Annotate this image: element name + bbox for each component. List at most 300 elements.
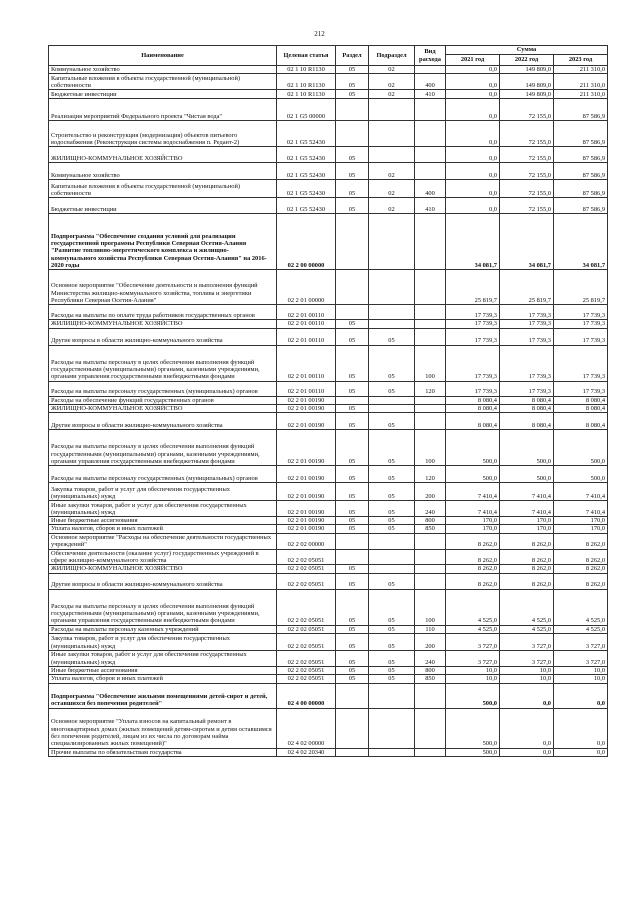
table-row [49, 305, 608, 320]
cell-subsection [369, 99, 415, 121]
cell-section: 05 [336, 466, 369, 483]
cell-subsection [369, 708, 415, 748]
table-row [49, 573, 608, 589]
cell-section: 05 [336, 625, 369, 633]
cell-target-code: 02 1 G5 52430 [277, 147, 336, 163]
cell-sum-2023: 8 262,0 [554, 573, 608, 589]
cell-sum-2021: 4 525,0 [446, 589, 500, 625]
cell-name: Расходы на выплаты персоналу государственных (муниципальных) органов [49, 466, 277, 483]
cell-section: 05 [336, 589, 369, 625]
cell-target-code: 02 2 01 00190 [277, 525, 336, 533]
cell-name: Иные бюджетные ассигнования [49, 666, 277, 674]
cell-section: 05 [336, 517, 369, 525]
cell-target-code: 02 2 01 00110 [277, 345, 336, 381]
cell-sum-2022: 34 081,7 [500, 214, 554, 270]
cell-sum-2022: 17 739,3 [500, 328, 554, 345]
cell-subsection: 05 [369, 501, 415, 517]
cell-target-code: 02 2 01 00190 [277, 483, 336, 501]
cell-sum-2022: 7 410,4 [500, 483, 554, 501]
cell-sum-2022: 25 819,7 [500, 270, 554, 305]
cell-name: ЖИЛИЩНО-КОММУНАЛЬНОЕ ХОЗЯЙСТВО [49, 320, 277, 328]
table-row [49, 396, 608, 404]
cell-subsection: 05 [369, 525, 415, 533]
cell-sum-2023: 17 739,3 [554, 381, 608, 396]
cell-sum-2021: 3 727,0 [446, 633, 500, 650]
cell-section [336, 270, 369, 305]
cell-sum-2023: 87 586,9 [554, 121, 608, 147]
cell-sum-2022: 4 525,0 [500, 589, 554, 625]
cell-target-code: 02 2 01 00190 [277, 517, 336, 525]
cell-sum-2023: 17 739,3 [554, 345, 608, 381]
table-row [49, 483, 608, 501]
table-row [49, 517, 608, 525]
header-sum: Сумма [446, 46, 608, 55]
cell-sum-2021: 500,0 [446, 748, 500, 756]
cell-sum-2022: 8 080,4 [500, 404, 554, 412]
cell-name: Расходы на выплаты персоналу в целях обеспечения выполнения функций государственными (муниципальными) органами, казенными учреждениями, органами управления государственными внебюджетными фондами [49, 345, 277, 381]
table-row [49, 748, 608, 756]
cell-sum-2021: 8 080,4 [446, 413, 500, 430]
cell-sum-2021: 8 080,4 [446, 404, 500, 412]
table-row [49, 565, 608, 573]
cell-name: Коммунальное хозяйство [49, 66, 277, 74]
cell-sum-2021: 8 262,0 [446, 549, 500, 565]
header-target: Целевая статья [277, 46, 336, 66]
cell-sum-2023: 87 586,9 [554, 180, 608, 198]
cell-sum-2023: 500,0 [554, 430, 608, 466]
table-row [49, 214, 608, 270]
cell-section: 05 [336, 483, 369, 501]
cell-sum-2021: 170,0 [446, 517, 500, 525]
cell-sum-2022: 72 155,0 [500, 121, 554, 147]
cell-sum-2022: 170,0 [500, 517, 554, 525]
cell-name: Закупка товаров, работ и услуг для обеспечения государственных (муниципальных) нужд [49, 483, 277, 501]
cell-subsection [369, 320, 415, 328]
cell-name: Бюджетные инвестиции [49, 90, 277, 99]
cell-sum-2021: 500,0 [446, 708, 500, 748]
cell-sum-2021: 3 727,0 [446, 650, 500, 666]
cell-name: Обеспечение деятельности (оказание услуг) государственных учреждений в сфере жилищно-коммунального хозяйства [49, 549, 277, 565]
cell-sum-2021: 34 081,7 [446, 214, 500, 270]
cell-name: ЖИЛИЩНО-КОММУНАЛЬНОЕ ХОЗЯЙСТВО [49, 147, 277, 163]
cell-name: Иные закупки товаров, работ и услуг для обеспечения государственных (муниципальных) нужд [49, 501, 277, 517]
cell-sum-2021: 0,0 [446, 147, 500, 163]
cell-subsection [369, 396, 415, 404]
table-row [49, 589, 608, 625]
cell-sum-2022: 8 080,4 [500, 413, 554, 430]
cell-section: 05 [336, 66, 369, 74]
cell-sum-2022: 10,0 [500, 666, 554, 674]
cell-sum-2022: 8 262,0 [500, 565, 554, 573]
cell-target-code: 02 2 01 00110 [277, 381, 336, 396]
cell-target-code: 02 4 00 00000 [277, 683, 336, 708]
cell-subsection: 02 [369, 198, 415, 214]
cell-sum-2022: 72 155,0 [500, 99, 554, 121]
cell-sum-2023: 17 739,3 [554, 305, 608, 320]
cell-sum-2023: 7 410,4 [554, 501, 608, 517]
cell-expense-type: 800 [415, 517, 446, 525]
header-subsection: Подраздел [369, 46, 415, 66]
cell-expense-type [415, 748, 446, 756]
cell-sum-2023: 8 080,4 [554, 404, 608, 412]
cell-section [336, 683, 369, 708]
cell-subsection [369, 683, 415, 708]
cell-sum-2021: 17 739,3 [446, 305, 500, 320]
table-row [49, 163, 608, 180]
cell-subsection: 05 [369, 675, 415, 683]
table-row [49, 625, 608, 633]
cell-subsection [369, 549, 415, 565]
cell-name: Строительство и реконструкция (модернизация) объектов питьевого водоснабжения (Реконструкция системы водоснабжения п. Редант-2) [49, 121, 277, 147]
cell-name: Иные закупки товаров, работ и услуг для обеспечения государственных (муниципальных) нужд [49, 650, 277, 666]
cell-section: 05 [336, 633, 369, 650]
table-row [49, 198, 608, 214]
cell-subsection: 05 [369, 381, 415, 396]
cell-sum-2023: 8 262,0 [554, 533, 608, 549]
cell-section: 05 [336, 573, 369, 589]
cell-sum-2021: 10,0 [446, 666, 500, 674]
cell-sum-2021: 0,0 [446, 74, 500, 90]
cell-name: Бюджетные инвестиции [49, 198, 277, 214]
cell-name: Другие вопросы в области жилищно-коммунального хозяйства [49, 328, 277, 345]
cell-subsection: 05 [369, 466, 415, 483]
cell-name: Подпрограмма "Обеспечение жильими помещениями детей-сирот и детей, оставшихся без попечения родителей" [49, 683, 277, 708]
cell-expense-type [415, 404, 446, 412]
cell-sum-2022: 72 155,0 [500, 180, 554, 198]
cell-sum-2023: 0,0 [554, 683, 608, 708]
cell-sum-2023: 500,0 [554, 466, 608, 483]
cell-section [336, 99, 369, 121]
cell-expense-type [415, 413, 446, 430]
cell-subsection: 05 [369, 328, 415, 345]
cell-expense-type: 400 [415, 180, 446, 198]
cell-sum-2023: 170,0 [554, 525, 608, 533]
budget-table [48, 45, 608, 757]
cell-section [336, 396, 369, 404]
cell-name: Реализация мероприятий Федерального проекта "Чистая вода" [49, 99, 277, 121]
table-row [49, 270, 608, 305]
table-row [49, 147, 608, 163]
cell-sum-2021: 0,0 [446, 90, 500, 99]
cell-target-code: 02 2 02 05051 [277, 549, 336, 565]
cell-sum-2021: 7 410,4 [446, 483, 500, 501]
cell-section: 05 [336, 675, 369, 683]
cell-sum-2022: 500,0 [500, 466, 554, 483]
cell-expense-type: 850 [415, 525, 446, 533]
cell-target-code: 02 1 G5 00000 [277, 99, 336, 121]
cell-section [336, 533, 369, 549]
table-row [49, 675, 608, 683]
cell-expense-type: 240 [415, 650, 446, 666]
cell-expense-type [415, 99, 446, 121]
cell-expense-type: 110 [415, 625, 446, 633]
cell-name: Расходы на выплаты по оплате труда работников государственных органов [49, 305, 277, 320]
cell-target-code: 02 2 01 00000 [277, 270, 336, 305]
cell-sum-2021: 8 080,4 [446, 396, 500, 404]
cell-subsection: 05 [369, 413, 415, 430]
cell-target-code: 02 4 02 00000 [277, 708, 336, 748]
cell-sum-2023: 211 310,0 [554, 90, 608, 99]
cell-target-code: 02 2 02 05051 [277, 565, 336, 573]
cell-target-code: 02 2 01 00190 [277, 396, 336, 404]
cell-expense-type [415, 305, 446, 320]
table-row [49, 549, 608, 565]
table-row [49, 633, 608, 650]
table-row [49, 525, 608, 533]
table-row [49, 66, 608, 74]
cell-sum-2023: 8 262,0 [554, 549, 608, 565]
cell-name: Основное мероприятие "Обеспечение деятельности и выполнения функций Министерства жилищно-коммунального хозяйства, топлива и энергетики Республики Северная Осетия-Алания" [49, 270, 277, 305]
cell-target-code: 02 1 10 R1130 [277, 90, 336, 99]
cell-sum-2023: 17 739,3 [554, 328, 608, 345]
cell-target-code: 02 2 01 00190 [277, 430, 336, 466]
cell-subsection [369, 121, 415, 147]
cell-sum-2023: 87 586,9 [554, 163, 608, 180]
cell-expense-type: 200 [415, 483, 446, 501]
cell-section: 05 [336, 404, 369, 412]
cell-sum-2022: 7 410,4 [500, 501, 554, 517]
cell-sum-2021: 17 739,3 [446, 345, 500, 381]
cell-section [336, 121, 369, 147]
cell-expense-type: 800 [415, 666, 446, 674]
cell-target-code: 02 2 02 05051 [277, 650, 336, 666]
cell-section: 05 [336, 320, 369, 328]
cell-expense-type [415, 396, 446, 404]
cell-target-code: 02 2 00 00000 [277, 214, 336, 270]
cell-section: 05 [336, 381, 369, 396]
table-row [49, 328, 608, 345]
table-row [49, 533, 608, 549]
cell-section: 05 [336, 501, 369, 517]
cell-subsection [369, 305, 415, 320]
cell-sum-2023: 0,0 [554, 708, 608, 748]
cell-expense-type [415, 320, 446, 328]
cell-section: 05 [336, 525, 369, 533]
header-year-2022: 2022 год [500, 55, 554, 66]
cell-sum-2021: 500,0 [446, 430, 500, 466]
cell-sum-2022: 17 739,3 [500, 320, 554, 328]
cell-sum-2023: 87 586,9 [554, 99, 608, 121]
cell-subsection [369, 748, 415, 756]
cell-subsection: 05 [369, 589, 415, 625]
cell-target-code: 02 2 02 05051 [277, 573, 336, 589]
table-row [49, 90, 608, 99]
table-row [49, 74, 608, 90]
table-row [49, 501, 608, 517]
table-row [49, 708, 608, 748]
cell-sum-2021: 170,0 [446, 525, 500, 533]
cell-name: Другие вопросы в области жилищно-коммунального хозяйства [49, 573, 277, 589]
cell-subsection [369, 214, 415, 270]
cell-sum-2021: 0,0 [446, 198, 500, 214]
cell-name: Расходы на выплаты персоналу государственных (муниципальных) органов [49, 381, 277, 396]
cell-sum-2022: 149 809,0 [500, 74, 554, 90]
cell-section [336, 305, 369, 320]
cell-expense-type: 200 [415, 633, 446, 650]
cell-sum-2021: 500,0 [446, 683, 500, 708]
cell-target-code: 02 2 01 00190 [277, 466, 336, 483]
cell-expense-type [415, 565, 446, 573]
cell-sum-2022: 0,0 [500, 748, 554, 756]
cell-sum-2023: 170,0 [554, 517, 608, 525]
cell-section: 05 [336, 328, 369, 345]
cell-sum-2021: 17 739,3 [446, 328, 500, 345]
cell-subsection: 02 [369, 74, 415, 90]
cell-target-code: 02 2 02 05051 [277, 589, 336, 625]
cell-sum-2023: 8 080,4 [554, 396, 608, 404]
cell-sum-2021: 0,0 [446, 121, 500, 147]
cell-sum-2022: 149 809,0 [500, 66, 554, 74]
cell-sum-2023: 7 410,4 [554, 483, 608, 501]
cell-section: 05 [336, 666, 369, 674]
cell-section: 05 [336, 565, 369, 573]
table-row [49, 381, 608, 396]
cell-name: Закупка товаров, работ и услуг для обеспечения государственных (муниципальных) нужд [49, 633, 277, 650]
cell-name: ЖИЛИЩНО-КОММУНАЛЬНОЕ ХОЗЯЙСТВО [49, 565, 277, 573]
cell-sum-2021: 17 739,3 [446, 381, 500, 396]
cell-expense-type: 850 [415, 675, 446, 683]
cell-expense-type [415, 121, 446, 147]
cell-subsection: 05 [369, 666, 415, 674]
cell-name: Подпрограмма "Обеспечение создания условий для реализации государственной программы Республики Северная Осетия-Алания "Развитие топливно-энергетического комплекса и жилищно-коммунального хозяйства Республики Северная Осетия-Алания" на 2016-2020 годы [49, 214, 277, 270]
cell-sum-2023: 10,0 [554, 666, 608, 674]
cell-sum-2022: 500,0 [500, 430, 554, 466]
cell-sum-2021: 8 262,0 [446, 573, 500, 589]
cell-target-code: 02 2 01 00110 [277, 328, 336, 345]
cell-expense-type [415, 214, 446, 270]
header-year-2023: 2023 год [554, 55, 608, 66]
cell-subsection: 05 [369, 573, 415, 589]
cell-subsection: 05 [369, 633, 415, 650]
cell-subsection: 05 [369, 430, 415, 466]
cell-name: ЖИЛИЩНО-КОММУНАЛЬНОЕ ХОЗЯЙСТВО [49, 404, 277, 412]
cell-target-code: 02 1 G5 52430 [277, 198, 336, 214]
cell-sum-2023: 87 586,9 [554, 147, 608, 163]
cell-target-code: 02 2 02 05051 [277, 633, 336, 650]
cell-name: Иные бюджетные ассигнования [49, 517, 277, 525]
cell-subsection [369, 565, 415, 573]
cell-sum-2023: 8 080,4 [554, 413, 608, 430]
cell-target-code: 02 1 G5 52430 [277, 121, 336, 147]
cell-name: Расходы на обеспечение функций государственных органов [49, 396, 277, 404]
cell-name: Капитальные вложения в объекты государственной (муниципальной) собственности [49, 74, 277, 90]
header-name: Наименование [49, 46, 277, 66]
cell-sum-2022: 17 739,3 [500, 381, 554, 396]
cell-section [336, 214, 369, 270]
table-row [49, 345, 608, 381]
cell-sum-2022: 8 262,0 [500, 549, 554, 565]
cell-subsection: 05 [369, 483, 415, 501]
cell-expense-type: 100 [415, 589, 446, 625]
cell-name: Основное мероприятие "Уплата взносов на капитальный ремонт в многоквартирных домах (жилых помещений детям-сиротам и детям оставшимся без попечения родителей, лицам из их числа по договорам найма специализированных жилых помещений)" [49, 708, 277, 748]
cell-section [336, 748, 369, 756]
cell-expense-type: 100 [415, 345, 446, 381]
cell-section [336, 549, 369, 565]
cell-target-code: 02 2 02 05051 [277, 675, 336, 683]
page-number: 212 [314, 30, 325, 38]
cell-expense-type: 410 [415, 90, 446, 99]
cell-target-code: 02 2 01 00190 [277, 404, 336, 412]
cell-target-code: 02 2 02 00000 [277, 533, 336, 549]
cell-name: Прочие выплаты по обязательствам государства [49, 748, 277, 756]
cell-target-code: 02 4 02 20340 [277, 748, 336, 756]
cell-target-code: 02 2 01 00110 [277, 305, 336, 320]
cell-sum-2023: 3 727,0 [554, 650, 608, 666]
cell-sum-2021: 17 739,3 [446, 320, 500, 328]
cell-target-code: 02 2 02 05051 [277, 666, 336, 674]
cell-subsection: 02 [369, 66, 415, 74]
cell-expense-type [415, 533, 446, 549]
cell-sum-2021: 8 262,0 [446, 533, 500, 549]
cell-expense-type [415, 708, 446, 748]
cell-sum-2021: 25 819,7 [446, 270, 500, 305]
cell-section: 05 [336, 430, 369, 466]
table-row [49, 180, 608, 198]
cell-subsection: 05 [369, 650, 415, 666]
cell-name: Расходы на выплаты персоналу в целях обеспечения выполнения функций государственными (муниципальными) органами, казенными учреждениями, органами управления государственными внебюджетными фондами [49, 589, 277, 625]
cell-sum-2021: 0,0 [446, 99, 500, 121]
cell-subsection: 02 [369, 163, 415, 180]
cell-section: 05 [336, 74, 369, 90]
cell-sum-2022: 0,0 [500, 708, 554, 748]
cell-sum-2022: 72 155,0 [500, 147, 554, 163]
cell-sum-2021: 500,0 [446, 466, 500, 483]
cell-subsection [369, 404, 415, 412]
table-row [49, 99, 608, 121]
cell-expense-type [415, 328, 446, 345]
cell-expense-type [415, 147, 446, 163]
cell-sum-2022: 3 727,0 [500, 633, 554, 650]
table-row [49, 430, 608, 466]
cell-subsection: 02 [369, 180, 415, 198]
cell-subsection [369, 270, 415, 305]
cell-sum-2023: 8 262,0 [554, 565, 608, 573]
cell-sum-2023: 4 525,0 [554, 625, 608, 633]
cell-sum-2022: 149 809,0 [500, 90, 554, 99]
cell-section: 05 [336, 147, 369, 163]
cell-expense-type [415, 66, 446, 74]
cell-sum-2023: 0,0 [554, 748, 608, 756]
cell-sum-2023: 87 586,9 [554, 198, 608, 214]
cell-sum-2023: 211 310,0 [554, 74, 608, 90]
cell-name: Другие вопросы в области жилищно-коммунального хозяйства [49, 413, 277, 430]
cell-target-code: 02 1 10 R1130 [277, 66, 336, 74]
cell-sum-2021: 10,0 [446, 675, 500, 683]
cell-sum-2022: 72 155,0 [500, 163, 554, 180]
cell-expense-type [415, 549, 446, 565]
header-section: Раздел [336, 46, 369, 66]
cell-section: 05 [336, 180, 369, 198]
cell-sum-2021: 7 410,4 [446, 501, 500, 517]
cell-name: Уплата налогов, сборов и иных платежей [49, 525, 277, 533]
cell-subsection: 05 [369, 517, 415, 525]
cell-expense-type: 120 [415, 381, 446, 396]
cell-section: 05 [336, 163, 369, 180]
cell-name: Расходы на выплаты персоналу казенных учреждений [49, 625, 277, 633]
cell-sum-2023: 211 310,0 [554, 66, 608, 74]
cell-sum-2023: 34 081,7 [554, 214, 608, 270]
cell-sum-2022: 17 739,3 [500, 345, 554, 381]
cell-sum-2021: 0,0 [446, 66, 500, 74]
cell-expense-type: 100 [415, 430, 446, 466]
cell-subsection [369, 147, 415, 163]
cell-expense-type [415, 270, 446, 305]
table-row [49, 683, 608, 708]
cell-sum-2022: 0,0 [500, 683, 554, 708]
cell-sum-2022: 8 262,0 [500, 573, 554, 589]
table-row [49, 466, 608, 483]
table-row [49, 666, 608, 674]
